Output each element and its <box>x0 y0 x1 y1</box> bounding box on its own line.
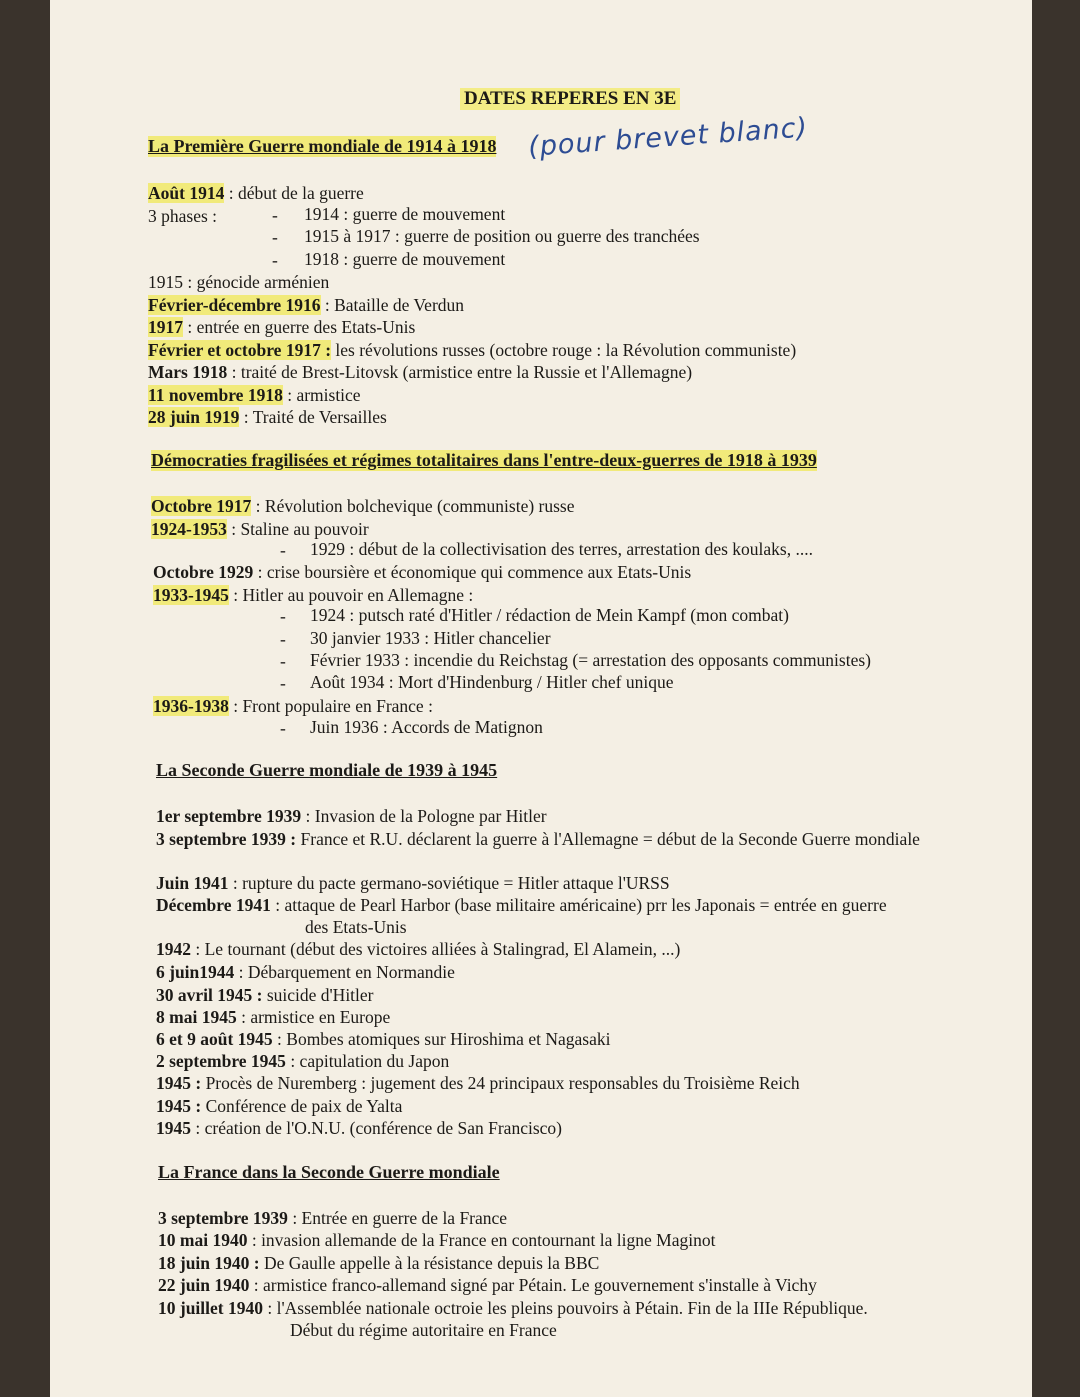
timeline-entry: 8 mai 1945 : armistice en Europe <box>156 1007 391 1027</box>
sub-entry: Début du régime autoritaire en France <box>290 1320 557 1340</box>
timeline-entry: 1er septembre 1939 : Invasion de la Pologne par Hitler <box>156 806 547 826</box>
sub-entry: Août 1934 : Mort d'Hindenburg / Hitler chef unique <box>310 672 674 692</box>
bullet-dash: - <box>280 651 286 671</box>
timeline-entry: Décembre 1941 : attaque de Pearl Harbor (base militaire américaine) prr les Japonais = entrée en guerre <box>156 895 887 915</box>
timeline-entry: 3 septembre 1939 : France et R.U. déclarent la guerre à l'Allemagne = début de la Seconde Guerre mondiale <box>156 829 920 849</box>
timeline-entry: 1945 : Conférence de paix de Yalta <box>156 1096 403 1116</box>
timeline-entry: 28 juin 1919 : Traité de Versailles <box>148 407 387 427</box>
sub-entry: 1929 : début de la collectivisation des terres, arrestation des koulaks, .... <box>310 539 813 559</box>
timeline-entry: 1942 : Le tournant (début des victoires alliées à Stalingrad, El Alamein, ...) <box>156 939 681 959</box>
timeline-entry: 18 juin 1940 : De Gaulle appelle à la résistance depuis la BBC <box>158 1253 600 1273</box>
timeline-entry: 6 juin1944 : Débarquement en Normandie <box>156 962 455 982</box>
document-title: DATES REPERES EN 3E <box>460 88 680 110</box>
timeline-entry: Août 1914 : début de la guerre <box>148 183 364 203</box>
timeline-entry: Février et octobre 1917 : les révolutions russes (octobre rouge : la Révolution communiste) <box>148 340 797 360</box>
timeline-entry: 10 juillet 1940 : l'Assemblée nationale octroie les pleins pouvoirs à Pétain. Fin de la IIIe République. <box>158 1298 868 1318</box>
timeline-entry: 1924-1953 : Staline au pouvoir <box>151 519 369 539</box>
timeline-entry: Février-décembre 1916 : Bataille de Verdun <box>148 295 465 315</box>
section-title-france-ww2: La France dans la Seconde Guerre mondiale <box>158 1162 500 1182</box>
timeline-entry: Mars 1918 : traité de Brest-Litovsk (armistice entre la Russie et l'Allemagne) <box>148 362 693 382</box>
sub-entry: 1915 à 1917 : guerre de position ou guerre des tranchées <box>304 226 700 246</box>
bullet-dash: - <box>272 205 278 225</box>
timeline-entry: 1933-1945 : Hitler au pouvoir en Allemagne : <box>153 585 474 605</box>
sub-entry: 1918 : guerre de mouvement <box>304 249 506 269</box>
document-page <box>50 0 1032 1397</box>
sub-entry: des Etats-Unis <box>305 917 407 937</box>
bullet-dash: - <box>280 629 286 649</box>
timeline-entry: 30 avril 1945 : suicide d'Hitler <box>156 985 374 1005</box>
timeline-entry: 2 septembre 1945 : capitulation du Japon <box>156 1051 450 1071</box>
timeline-entry: Octobre 1929 : crise boursière et économique qui commence aux Etats-Unis <box>153 562 692 582</box>
timeline-entry: 1936-1938 : Front populaire en France : <box>153 696 433 716</box>
sub-entry: 1924 : putsch raté d'Hitler / rédaction de Mein Kampf (mon combat) <box>310 605 789 625</box>
bullet-dash: - <box>272 250 278 270</box>
section-title-ww2: La Seconde Guerre mondiale de 1939 à 1945 <box>156 760 498 780</box>
timeline-entry: 1945 : création de l'O.N.U. (conférence de San Francisco) <box>156 1118 562 1138</box>
sub-entry: 30 janvier 1933 : Hitler chancelier <box>310 628 551 648</box>
sub-entry: Juin 1936 : Accords de Matignon <box>310 717 543 737</box>
bullet-dash: - <box>280 673 286 693</box>
bullet-dash: - <box>280 718 286 738</box>
timeline-entry: 1917 : entrée en guerre des Etats-Unis <box>148 317 416 337</box>
timeline-entry: 11 novembre 1918 : armistice <box>148 385 361 405</box>
section-title-interwar: Démocraties fragilisées et régimes totalitaires dans l'entre-deux-guerres de 1918 à 1939 <box>151 450 817 470</box>
timeline-entry: 3 septembre 1939 : Entrée en guerre de la France <box>158 1208 508 1228</box>
bullet-dash: - <box>272 227 278 247</box>
timeline-entry: 6 et 9 août 1945 : Bombes atomiques sur Hiroshima et Nagasaki <box>156 1029 611 1049</box>
sub-entry: Février 1933 : incendie du Reichstag (= arrestation des opposants communistes) <box>310 650 871 670</box>
timeline-entry: 1945 : Procès de Nuremberg : jugement des 24 principaux responsables du Troisième Reich <box>156 1073 800 1093</box>
timeline-entry: Octobre 1917 : Révolution bolchevique (communiste) russe <box>151 496 575 516</box>
section-title-ww1: La Première Guerre mondiale de 1914 à 1918 <box>148 136 497 156</box>
timeline-entry: 1915 : génocide arménien <box>148 272 330 292</box>
timeline-entry: Juin 1941 : rupture du pacte germano-soviétique = Hitler attaque l'URSS <box>156 873 670 893</box>
timeline-entry: 22 juin 1940 : armistice franco-allemand signé par Pétain. Le gouvernement s'installe à Vichy <box>158 1275 817 1295</box>
handwritten-note: (pour brevet blanc) <box>527 112 810 163</box>
sub-entry: 1914 : guerre de mouvement <box>304 204 506 224</box>
bullet-dash: - <box>280 606 286 626</box>
phases-label: 3 phases : <box>148 206 218 226</box>
bullet-dash: - <box>280 540 286 560</box>
timeline-entry: 10 mai 1940 : invasion allemande de la France en contournant la ligne Maginot <box>158 1230 716 1250</box>
paper-sheet <box>50 0 1032 1397</box>
